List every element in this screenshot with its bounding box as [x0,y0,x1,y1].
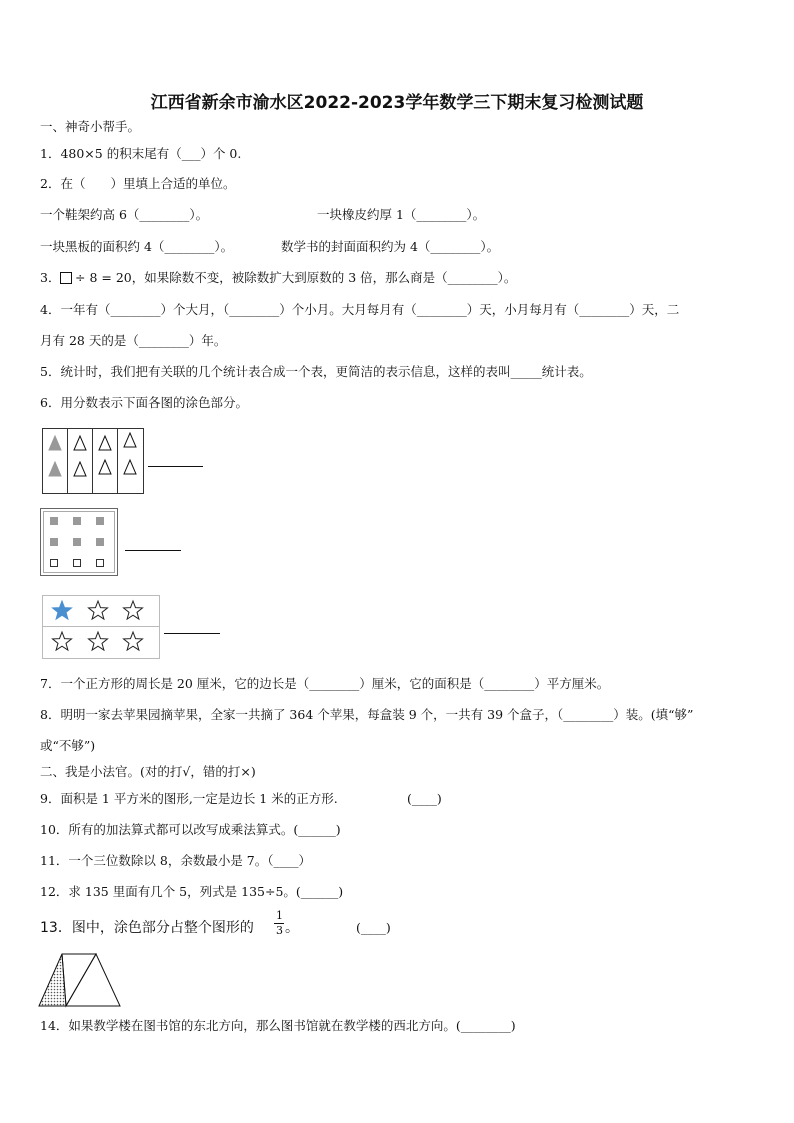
page-title: 江西省新余市渝水区2022-2023学年数学三下期末复习检测试题 [150,93,644,113]
question-5: 5．统计时，我们把有关联的几个统计表合成一个表，更简洁的表示信息，这样的表叫_____统计表。 [40,364,592,379]
question-3: ÷ 8 = 20，如果除数不变，被除数扩大到原数的 3 倍，那么商是（________）。 [75,270,517,285]
question-2a: 一个鞋架约高 6（________）。 [40,207,209,222]
question-8-line2: 或“不够”) [40,738,96,753]
answer-blank-1[interactable] [148,466,203,467]
triangle-icon [124,460,136,474]
question-2b: 一块橡皮约厚 1（________）。 [317,207,486,222]
star-icon [53,632,72,650]
empty-box-icon [60,272,72,284]
square-icon [74,560,81,567]
shaded-square-icon [50,538,58,546]
square-icon [97,560,104,567]
question-13: 13．图中，涂色部分占整个图形的 [40,920,254,936]
question-3-number: 3． [40,270,61,285]
triangle-icon [74,462,86,476]
triangle-icon [124,433,136,447]
star-icon [124,601,143,619]
parallelogram-figure [38,952,122,1008]
star-icon [89,601,108,619]
question-12: 12．求 135 里面有几个 5，列式是 135÷5。(______) [40,884,344,899]
fraction-numerator: 1 [276,909,283,922]
square-grid-figure [40,508,118,576]
question-6: 6．用分数表示下面各图的涂色部分。 [40,395,248,410]
shaded-triangle-icon [39,954,66,1006]
star-icon [124,632,143,650]
triangle-icon [74,436,86,450]
question-10: 10．所有的加法算式都可以改写成乘法算式。(______) [40,822,341,837]
question-2: 2．在（ ）里填上合适的单位。 [40,176,236,191]
answer-blank-2[interactable] [125,550,181,551]
shaded-square-icon [73,517,81,525]
shaded-square-icon [96,538,104,546]
section-1-heading: 一、神奇小帮手。 [40,119,141,134]
question-4-line1: 4．一年有（________）个大月，（________）个小月。大月每月有（________）天，小月每月有（________）天，二 [40,302,680,317]
shaded-triangle-icon [49,436,61,450]
fraction-denominator: 3 [276,924,283,937]
shaded-square-icon [73,538,81,546]
question-8-line1: 8．明明一家去苹果园摘苹果，全家一共摘了 364 个苹果，每盒装 9 个，一共有 39 个盒子，（________）装。(填“够” [40,707,694,722]
question-2d: 数学书的封面面积约为 4（________）。 [281,239,500,254]
triangle-icon [99,460,111,474]
section-2-heading: 二、我是小法官。(对的打√，错的打×) [40,764,256,779]
star-icon [89,632,108,650]
question-13-end: 。 [285,920,299,936]
star-grid-figure [42,595,160,659]
question-4-line2: 月有 28 天的是（________）年。 [40,333,227,348]
triangle-grid-figure [42,428,144,494]
shaded-square-icon [50,517,58,525]
question-1: 1．480×5 的积末尾有（___）个 0. [40,146,242,161]
question-9-answer[interactable]: (____) [407,791,442,806]
question-13-answer[interactable]: (____) [356,920,391,935]
question-14: 14．如果教学楼在图书馆的东北方向，那么图书馆就在教学楼的西北方向。(________) [40,1018,516,1033]
square-icon [51,560,58,567]
question-2c: 一块黑板的面积约 4（________）。 [40,239,234,254]
question-7: 7．一个正方形的周长是 20 厘米，它的边长是（________）厘米，它的面积是（________）平方厘米。 [40,676,610,691]
filled-star-icon [53,601,72,619]
question-9: 9．面积是 1 平方米的图形,一定是边长 1 米的正方形. [40,791,338,806]
shaded-triangle-icon [49,462,61,476]
triangle-icon [99,436,111,450]
question-11: 11．一个三位数除以 8，余数最小是 7。（____） [40,853,312,868]
answer-blank-3[interactable] [164,633,220,634]
shaded-square-icon [96,517,104,525]
